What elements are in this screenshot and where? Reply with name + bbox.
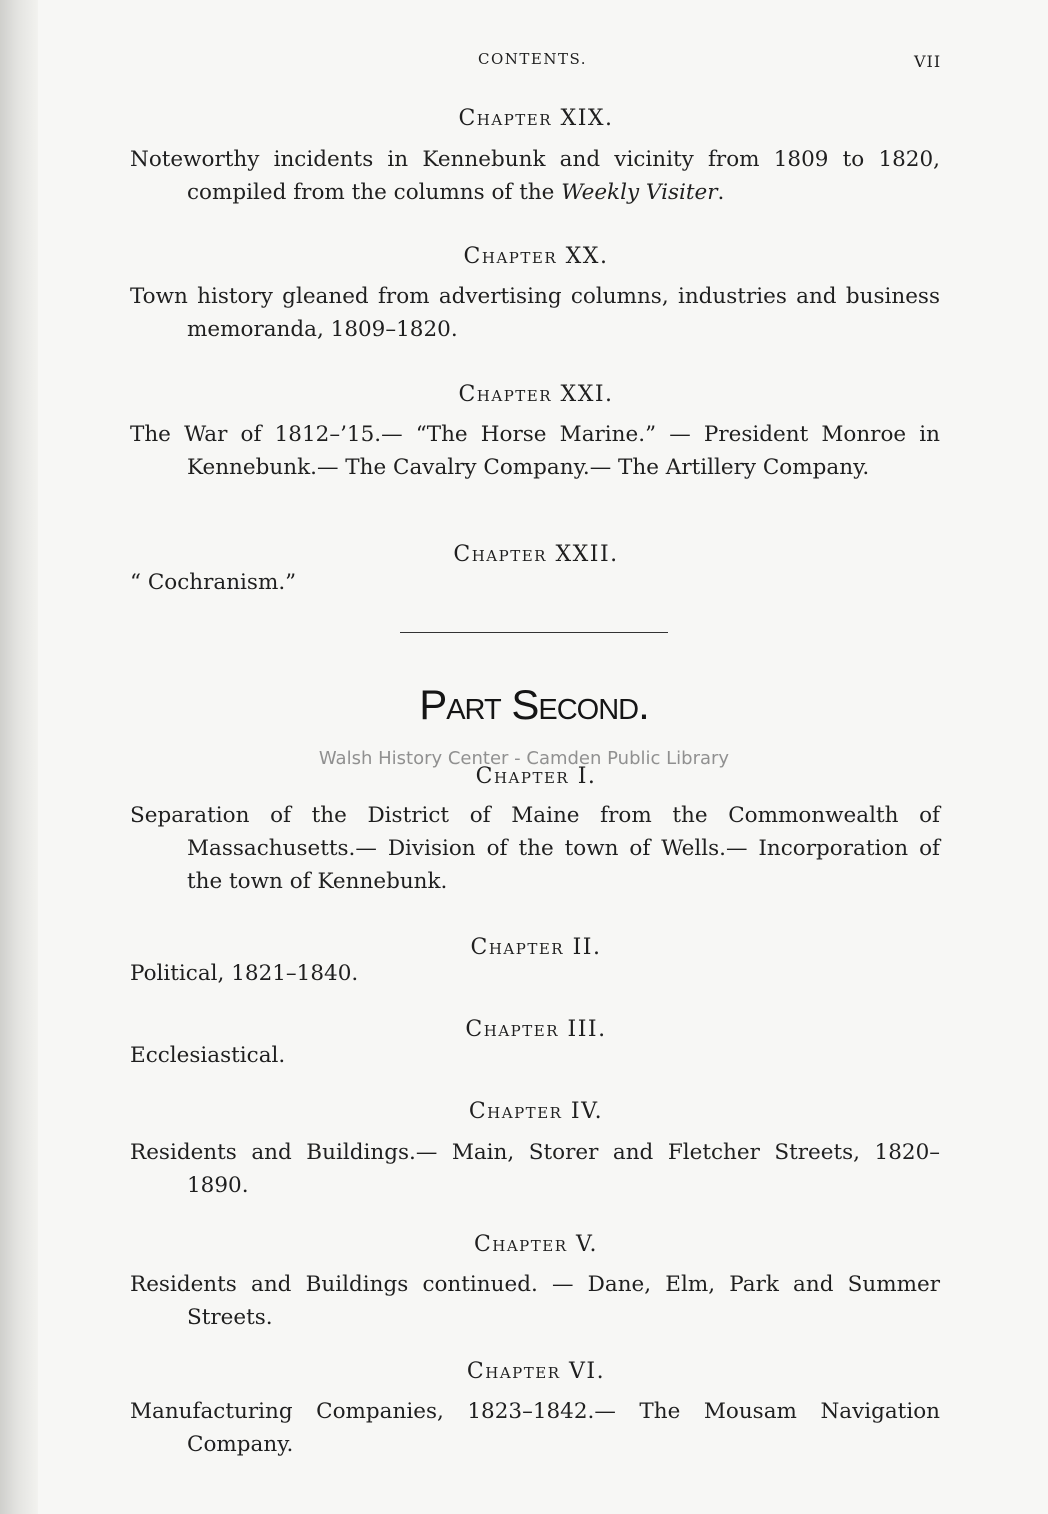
chapter-summary: “ Cochranism.” <box>130 570 297 595</box>
chapter-heading: Chapter XXI. <box>458 382 614 407</box>
chapter-summary: Residents and Buildings.— Main, Storer and Fletcher Streets, 1820–1890. <box>130 1140 940 1198</box>
running-title: CONTENTS. <box>478 50 587 68</box>
chapter-heading: Chapter XX. <box>463 244 609 269</box>
summary-text: Noteworthy incidents in Kennebunk and vicinity from 1809 to 1820, compiled from the columns of the <box>130 147 940 205</box>
chapter-heading: Chapter II. <box>470 935 602 960</box>
publication-title: Weekly Visiter <box>561 180 718 205</box>
part-title: Part Second. <box>419 681 649 728</box>
chapter-summary: Ecclesiastical. <box>130 1043 286 1068</box>
chapter-summary: Political, 1821–1840. <box>130 961 359 986</box>
chapter-heading: Chapter IV. <box>468 1099 604 1124</box>
section-divider-rule <box>400 632 668 633</box>
chapter-heading: Chapter III. <box>465 1017 607 1042</box>
chapter-heading: Chapter V. <box>473 1232 599 1257</box>
chapter-heading: Chapter I. <box>475 764 597 789</box>
running-head <box>0 50 1048 70</box>
chapter-summary: Residents and Buildings continued. — Dane, Elm, Park and Summer Streets. <box>130 1272 940 1330</box>
chapter-heading: Chapter VI. <box>466 1359 606 1384</box>
chapter-summary: The War of 1812–’15.— “The Horse Marine.” — President Monroe in Kennebunk.— The Cavalry Company.— The Artillery Company. <box>130 422 940 480</box>
library-watermark: Walsh History Center - Camden Public Library <box>318 748 730 769</box>
page-number: VII <box>914 52 942 71</box>
chapter-heading: Chapter XIX. <box>458 106 614 131</box>
chapter-summary: Town history gleaned from advertising columns, industries and business memoranda, 1809–1820. <box>130 284 940 342</box>
chapter-summary: Manufacturing Companies, 1823–1842.— The Mousam Navigation Company. <box>130 1399 940 1457</box>
chapter-summary <box>130 143 940 209</box>
chapter-heading: Chapter XXII. <box>453 542 619 567</box>
chapter-summary: Separation of the District of Maine from the Commonwealth of Massachusetts.— Division of the town of Wells.— Incorporation of the town of Kennebunk. <box>130 803 940 894</box>
summary-text-end: . <box>717 180 725 205</box>
